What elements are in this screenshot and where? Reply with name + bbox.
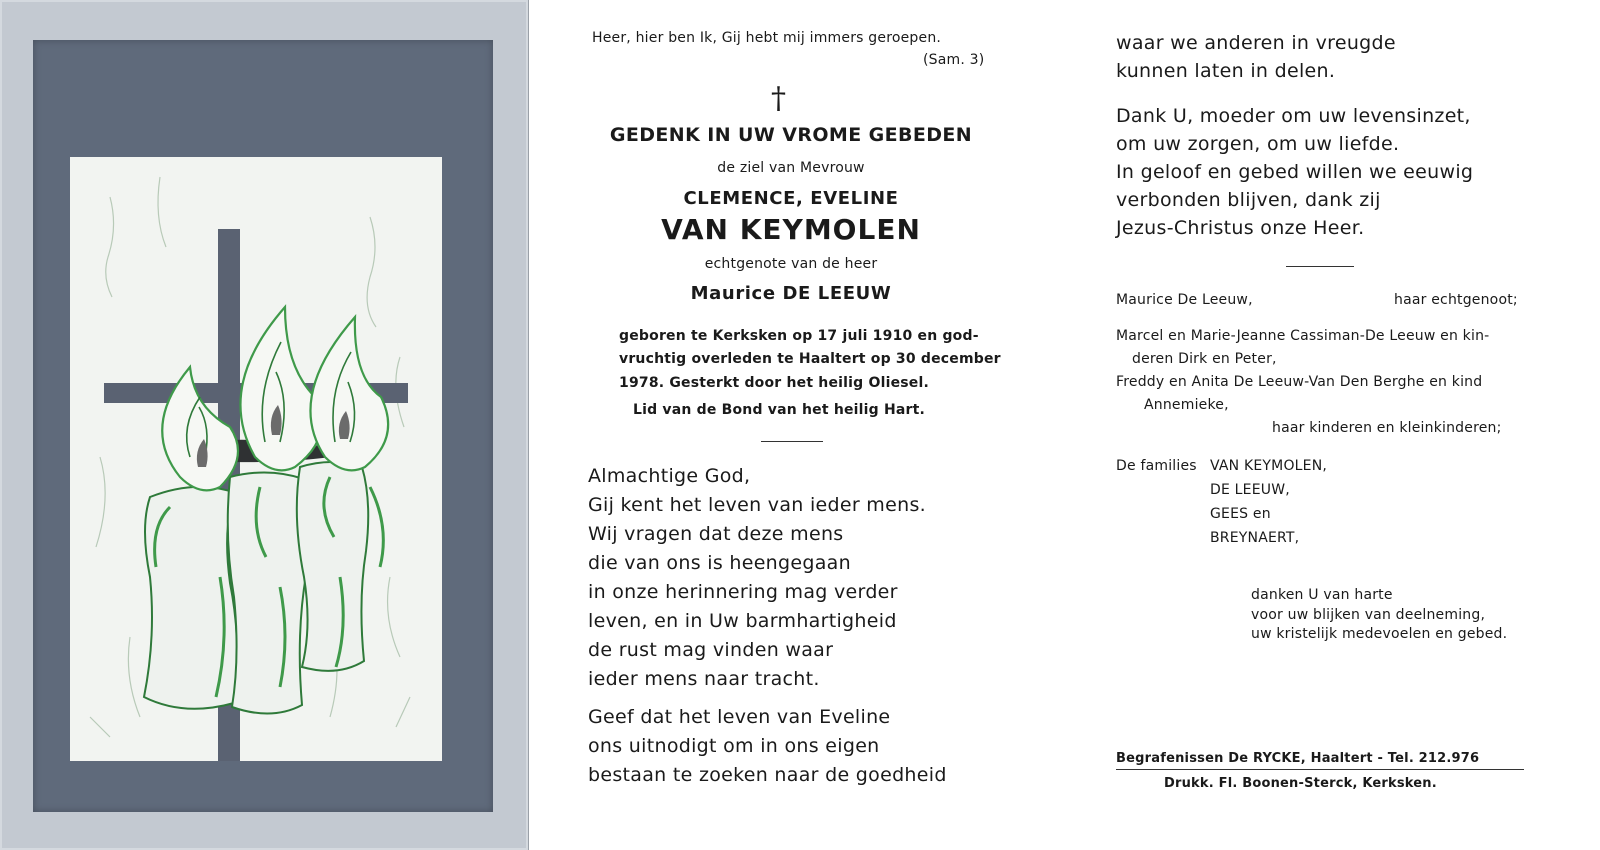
undertaker-line: Begrafenissen De RYCKE, Haaltert - Tel. 212.976 — [1116, 751, 1480, 766]
divider — [1286, 266, 1354, 267]
prayer-line: verbonden blijven, dank zij — [1116, 189, 1381, 211]
children-line: Marcel en Marie-Jeanne Cassiman-De Leeuw en kin- — [1116, 328, 1490, 344]
closing-line: voor uw blijken van deelneming, — [1251, 607, 1486, 623]
prayer-line: Dank U, moeder om uw levensinzet, — [1116, 105, 1471, 127]
prayer-line: ons uitnodigt om in ons eigen — [588, 735, 880, 757]
family-name: GEES en — [1210, 506, 1271, 522]
surname: VAN KEYMOLEN — [661, 213, 921, 246]
bio-line: Lid van de Bond van het heilig Hart. — [633, 402, 926, 418]
prayer-line: bestaan te zoeken naar de goedheid — [588, 764, 947, 786]
closing-line: danken U van harte — [1251, 587, 1393, 603]
family-name: DE LEEUW, — [1210, 482, 1290, 498]
page-inside-left — [530, 0, 1052, 850]
page-inside-right — [1052, 0, 1600, 850]
heading: GEDENK IN UW VROME GEBEDEN — [609, 124, 973, 146]
husband-name: Maurice De Leeuw, — [1116, 292, 1253, 308]
given-names: CLEMENCE, EVELINE — [683, 188, 899, 209]
prayer-line: kunnen laten in delen. — [1116, 60, 1336, 82]
children-line: deren Dirk en Peter, — [1132, 351, 1277, 367]
prayer-line: in onze herinnering mag verder — [588, 581, 898, 603]
bio-line: vruchtig overleden te Haaltert op 30 december — [619, 351, 1001, 367]
spouse-name: Maurice DE LEEUW — [690, 283, 892, 304]
card-front — [0, 0, 529, 850]
children-role: haar kinderen en kleinkinderen; — [1272, 420, 1502, 436]
prayer-line: die van ons is heengegaan — [588, 552, 851, 574]
children-line: Freddy en Anita De Leeuw-Van Den Berghe en kind — [1116, 374, 1483, 390]
prayer-line: Jezus-Christus onze Heer. — [1116, 217, 1365, 239]
prayer-line: leven, en in Uw barmhartigheid — [588, 610, 897, 632]
epigraph-reference: (Sam. 3) — [923, 52, 985, 68]
cross-with-candles-icon — [70, 157, 442, 761]
family-name: BREYNAERT, — [1210, 530, 1300, 546]
cross-icon: † — [771, 81, 786, 116]
prayer-line: In geloof en gebed willen we eeuwig — [1116, 161, 1474, 183]
closing-line: uw kristelijk medevoelen en gebed. — [1251, 626, 1508, 642]
spouse-intro: echtgenote van de heer — [704, 256, 878, 272]
prayer-line: de rust mag vinden waar — [588, 639, 834, 661]
prayer-line: Gij kent het leven van ieder mens. — [588, 494, 926, 516]
family-name: VAN KEYMOLEN, — [1210, 458, 1328, 474]
intro-line: de ziel van Mevrouw — [717, 160, 865, 176]
husband-role: haar echtgenoot; — [1394, 292, 1518, 308]
prayer-line: Almachtige God, — [588, 465, 751, 487]
families-intro: De families — [1116, 458, 1197, 474]
bio-line: geboren te Kerksken op 17 juli 1910 en god- — [619, 328, 979, 344]
bio-line: 1978. Gesterkt door het heilig Oliesel. — [619, 375, 930, 391]
prayer-line: Geef dat het leven van Eveline — [588, 706, 891, 728]
epigraph: Heer, hier ben Ik, Gij hebt mij immers geroepen. — [592, 30, 942, 46]
prayer-line: waar we anderen in vreugde — [1116, 32, 1396, 54]
undertaker-underline — [1116, 769, 1524, 770]
prayer-line: ieder mens naar tracht. — [588, 668, 820, 690]
divider — [761, 441, 823, 442]
printer-line: Drukk. Fl. Boonen-Sterck, Kerksken. — [1164, 776, 1437, 791]
prayer-line: om uw zorgen, om uw liefde. — [1116, 133, 1400, 155]
children-line: Annemieke, — [1144, 397, 1229, 413]
prayer-line: Wij vragen dat deze mens — [588, 523, 844, 545]
picture-frame — [33, 40, 493, 812]
